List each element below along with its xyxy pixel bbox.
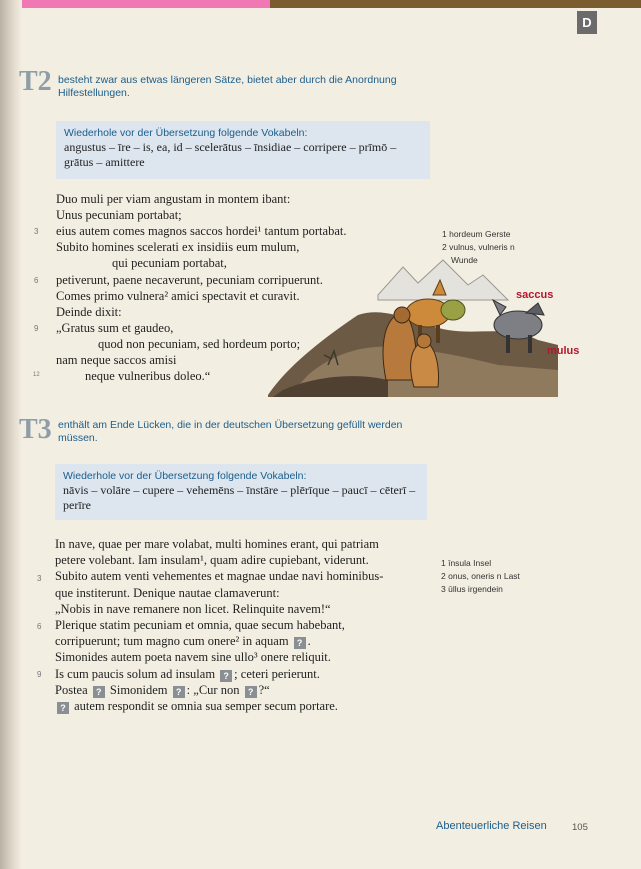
- chapter-title: Abenteuerliche Reisen: [436, 820, 547, 832]
- t3-vocab-line: perīre: [63, 498, 91, 512]
- t2-intro-line: Hilfestellungen.: [58, 87, 130, 99]
- line-number: 3: [37, 574, 42, 583]
- gap-marker: ?: [220, 670, 232, 682]
- t2-text-line: Deinde dixit:: [56, 305, 122, 319]
- t2-text-line: petiverunt, paene necaverunt, pecuniam corripuerunt.: [56, 273, 323, 287]
- t3-text-segment: Is cum paucis solum ad insulam: [55, 666, 219, 681]
- t3-text-line: [55, 699, 338, 714]
- t3-text-segment: ?“: [258, 682, 270, 697]
- t2-vocab-line: grātus – amittere: [64, 155, 145, 169]
- line-number: 6: [34, 276, 39, 285]
- illustration-label-saccus: saccus: [516, 289, 554, 301]
- t2-footnote: 2 vulnus, vulneris n: [442, 242, 515, 252]
- t3-text-segment: .: [307, 634, 311, 649]
- t3-footnote: 1 īnsula Insel: [441, 558, 492, 568]
- t2-vocab-line: angustus – īre – is, ea, id – scelerātus – īnsidiae – corripere – prīmō –: [64, 140, 397, 154]
- t2-text-line: Unus pecuniam portabat;: [56, 208, 182, 222]
- t3-text-segment: Simonides autem poeta navem sine ullo³ onere reliquit.: [55, 650, 331, 665]
- t2-vocab-box: [56, 121, 430, 179]
- t3-text-line: [55, 683, 270, 698]
- t3-text-line: [55, 634, 311, 649]
- t3-footnote: 2 onus, oneris n Last: [441, 571, 520, 581]
- page-number: 105: [572, 822, 588, 833]
- line-number: 6: [37, 622, 42, 631]
- t3-text-line: [55, 667, 320, 682]
- t3-vocab-line: nāvis – volāre – cupere – vehemēns – īnstāre – plērīque – paucī – cēterī –: [63, 483, 416, 497]
- line-number: 12: [33, 372, 40, 378]
- mule-illustration: [268, 255, 558, 397]
- t3-text-segment: autem respondit se omnia sua semper secum portare.: [71, 699, 338, 713]
- gap-marker: ?: [57, 702, 69, 714]
- t2-text-line: quod non pecuniam, sed hordeum porto;: [98, 337, 301, 351]
- t3-text-segment: corripuerunt; tum magno cum onere² in aquam: [55, 634, 292, 649]
- line-number: 3: [34, 227, 39, 236]
- t3-text-segment: Simonidem: [106, 682, 171, 697]
- t2-text-line: eius autem comes magnos saccos hordei¹ tantum portabat.: [56, 224, 347, 238]
- illustration-label-mulus: mulus: [547, 345, 580, 357]
- gap-marker: ?: [173, 686, 185, 698]
- line-number: 9: [37, 670, 42, 679]
- t2-intro: [58, 74, 397, 100]
- gap-marker: ?: [294, 637, 306, 649]
- t3-intro-line: müssen.: [58, 432, 98, 444]
- t3-text-segment: Subito autem venti vehementes et magnae undae navi hominibus-: [55, 569, 384, 584]
- t3-text-segment: petere volebant. Iam insulam¹, quam adire cupiebant, viderunt.: [55, 553, 369, 568]
- t3-text-segment: : „Cur non: [186, 682, 243, 697]
- t3-label: T3: [19, 414, 52, 445]
- t2-footnote: 1 hordeum Gerste: [442, 229, 511, 239]
- t3-intro-line: enthält am Ende Lücken, die in der deutschen Übersetzung gefüllt werden: [58, 419, 403, 431]
- t3-intro: [58, 419, 402, 445]
- t3-text-segment: ; ceteri perierunt.: [234, 666, 320, 681]
- t2-text-line: „Gratus sum et gaudeo,: [56, 321, 174, 335]
- t3-text-line: [55, 553, 369, 568]
- t2-footnote: Wunde: [451, 255, 478, 265]
- gap-marker: ?: [93, 686, 105, 698]
- t2-vocab-heading: Wiederhole vor der Übersetzung folgende Vokabeln:: [64, 127, 308, 139]
- t2-text-line: Comes primo vulnera² amici spectavit et curavit.: [56, 289, 300, 303]
- t3-text-line: [55, 586, 280, 601]
- gap-marker: ?: [245, 686, 257, 698]
- t3-vocab-heading: Wiederhole vor der Übersetzung folgende Vokabeln:: [63, 470, 307, 482]
- t2-label: T2: [19, 66, 52, 97]
- t2-text-line: neque vulneribus doleo.“: [85, 369, 211, 383]
- t3-text-line: [55, 569, 383, 584]
- t2-intro-line: besteht zwar aus etwas längeren Sätze, bietet aber durch die Anordnung: [58, 74, 397, 86]
- t3-text-line: [55, 618, 345, 633]
- t3-text-line: [55, 537, 379, 552]
- line-number: 9: [34, 324, 39, 333]
- t3-text-segment: In nave, quae per mare volabat, multi homines erant, qui patriam: [55, 537, 379, 551]
- top-pink-strip: [0, 0, 270, 8]
- t3-text-segment: que institerunt. Denique nautae clamaverunt:: [55, 585, 280, 600]
- t3-text-segment: Postea: [55, 682, 91, 697]
- section-tab-letter: D: [577, 11, 597, 34]
- t3-text-line: [55, 650, 331, 665]
- t3-footnote: 3 ūllus irgendein: [441, 584, 503, 594]
- t2-text-line: Duo muli per viam angustam in montem ibant:: [56, 192, 291, 206]
- t2-text-line: nam neque saccos amisi: [56, 353, 177, 367]
- t3-vocab-box: [55, 464, 427, 520]
- t3-text-segment: Plerique statim pecuniam et omnia, quae secum habebant,: [55, 618, 345, 632]
- t3-text-line: [55, 602, 331, 617]
- top-color-bar: [0, 0, 641, 8]
- t2-text-line: Subito homines scelerati ex insidiis eum mulum,: [56, 240, 300, 254]
- t2-text-line: qui pecuniam portabat,: [112, 256, 227, 270]
- t3-text-segment: „Nobis in nave remanere non licet. Relinquite navem!“: [55, 601, 331, 616]
